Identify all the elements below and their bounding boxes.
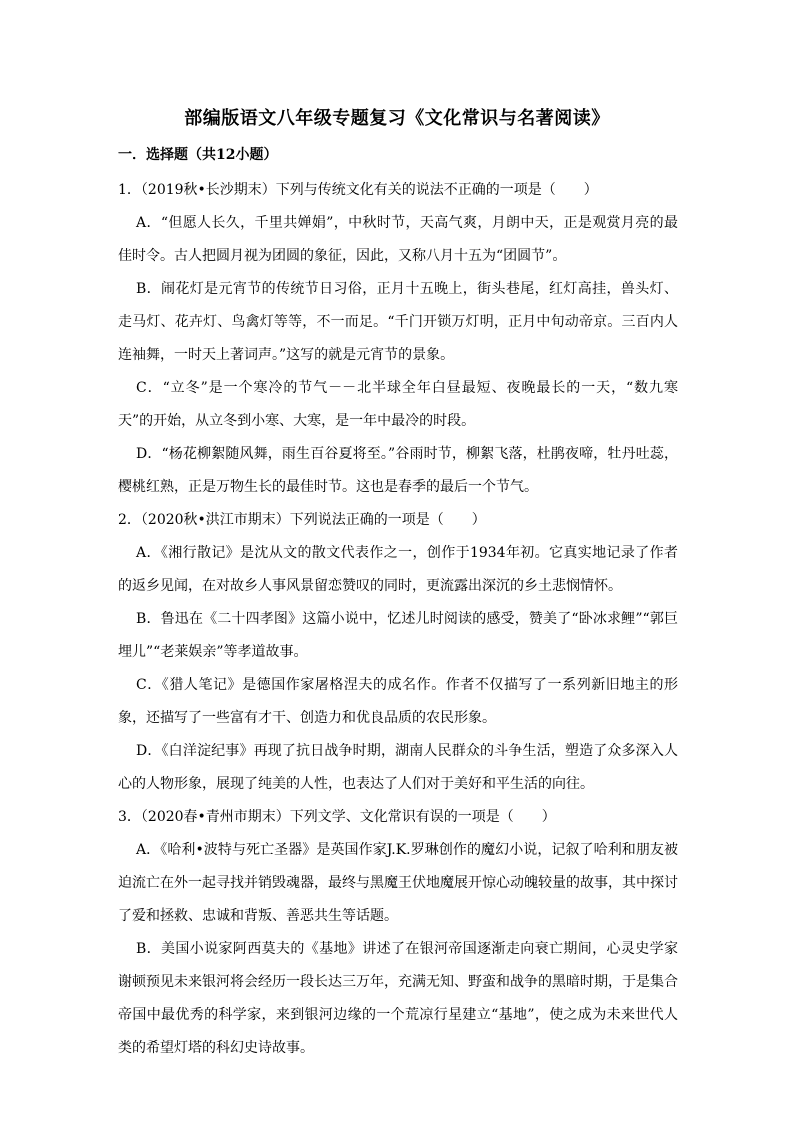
answer-option-a: A．《湘行散记》是沈从文的散文代表作之一，创作于1934年初。它真实地记录了作者的返乡见闻，在对故乡人事风景留恋赞叹的同时，更流露出深沉的乡土悲悯情怀。 xyxy=(118,545,678,594)
section-heading: 一．选择题（共12小题） xyxy=(118,147,278,163)
question-block xyxy=(118,174,678,504)
question-stem: 1．（2019秋•长沙期末）下列与传统文化有关的说法不正确的一项是（ ） xyxy=(118,182,598,198)
answer-option-d: D．《白洋淀纪事》再现了抗日战争时期，湖南人民群众的斗争生活，塑造了众多深入人心的人物形象，展现了纯美的人性，也表达了人们对于美好和平生活的向往。 xyxy=(118,743,678,792)
answer-option-a: A．《哈利•波特与死亡圣器》是英国作家J.K.罗琳创作的魔幻小说，记叙了哈利和朋友被迫流亡在外一起寻找并销毁魂器，最终与黑魔王伏地魔展开惊心动魄较量的故事，其中探讨了爱和拯救、忠诚和背叛、善恶共生等话题。 xyxy=(118,842,678,924)
answer-option-b: B．美国小说家阿西莫夫的《基地》讲述了在银河帝国逐渐走向衰亡期间，心灵史学家谢顿预见未来银河将会经历一段长达三万年，充满无知、野蛮和战争的黑暗时期，于是集合帝国中最优秀的科学家，来到银河边缘的一个荒凉行星建立“基地”，使之成为未来世代人类的希望灯塔的科幻史诗故事。 xyxy=(118,941,678,1056)
document-title: 部编版语文八年级专题复习《文化常识与名著阅读》 xyxy=(184,108,610,129)
question-stem: 2．（2020秋•洪江市期末）下列说法正确的一项是（ ） xyxy=(118,512,486,528)
answer-option-b: B．鲁迅在《二十四孝图》这篇小说中，忆述儿时阅读的感受，赞美了“卧冰求鲤”“郭巨埋儿”“老莱娱亲”等孝道故事。 xyxy=(118,611,678,660)
answer-option-c: C．“立冬”是一个寒冷的节气－－北半球全年白昼最短、夜晚最长的一天，“数九寒天”的开始，从立冬到小寒、大寒，是一年中最冷的时段。 xyxy=(118,380,678,429)
question-block xyxy=(118,801,678,1065)
question-stem: 3．（2020春•青州市期末）下列文学、文化常识有误的一项是（ ） xyxy=(118,809,556,825)
answer-option-d: D．“杨花柳絮随风舞，雨生百谷夏将至。”谷雨时节，柳絮飞落，杜鹃夜啼，牡丹吐蕊，樱桃红熟，正是万物生长的最佳时节。这也是春季的最后一个节气。 xyxy=(118,446,678,495)
question-list xyxy=(118,174,678,1065)
answer-option-c: C．《猎人笔记》是德国作家屠格涅夫的成名作。作者不仅描写了一系列新旧地主的形象，还描写了一些富有才干、创造力和优良品质的农民形象。 xyxy=(118,677,678,726)
answer-option-b: B．闹花灯是元宵节的传统节日习俗，正月十五晚上，街头巷尾，红灯高挂，兽头灯、走马灯、花卉灯、鸟禽灯等等，不一而足。“千门开锁万灯明，正月中旬动帝京。三百内人连袖舞，一时天上著词声。”这写的就是元宵节的景象。 xyxy=(118,281,678,363)
answer-option-a: A．“但愿人长久，千里共婵娟”，中秋时节，天高气爽，月朗中天，正是观赏月亮的最佳时令。古人把圆月视为团圆的象征，因此，又称八月十五为“团圆节”。 xyxy=(118,215,678,264)
question-block xyxy=(118,504,678,801)
